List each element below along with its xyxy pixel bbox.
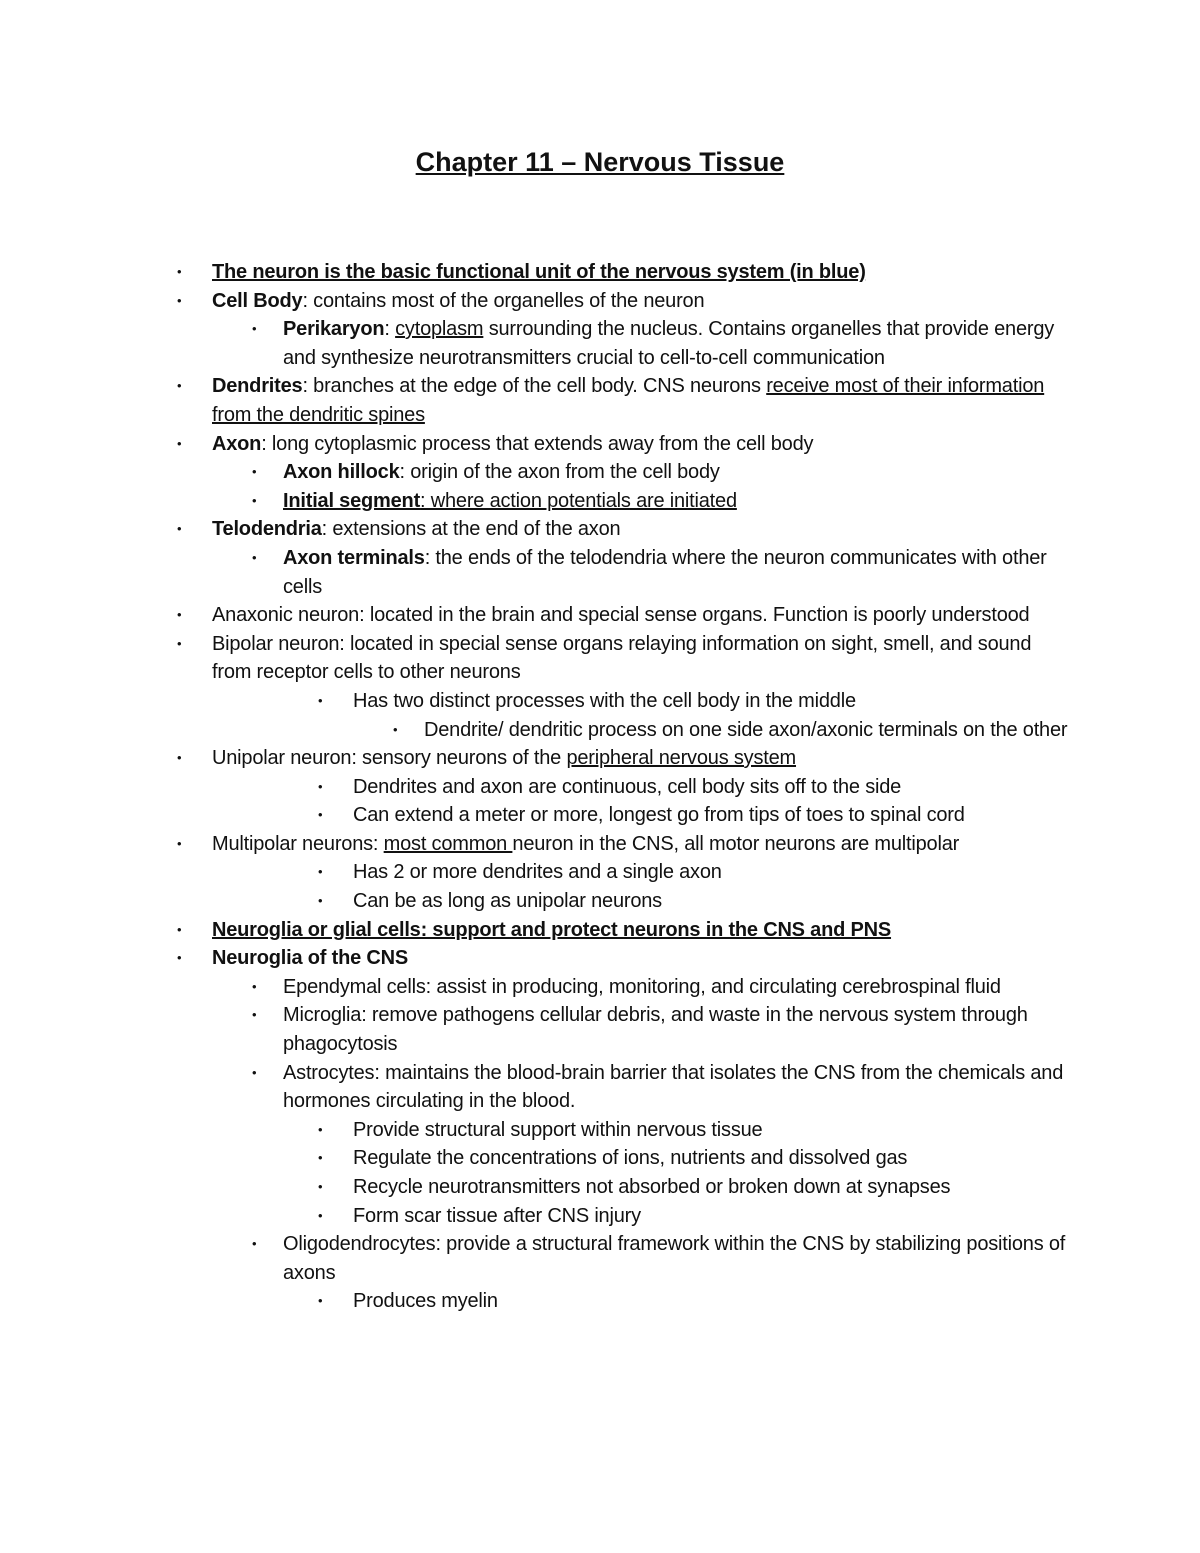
list-item: • Cell Body: contains most of the organelles of the neuron	[0, 287, 1072, 316]
list-item: • Produces myelin	[0, 1287, 1073, 1316]
bullet-icon: •	[252, 1007, 257, 1023]
list-item: • Astrocytes: maintains the blood-brain barrier that isolates the CNS from the chemicals and hormones circulating in the blood.	[0, 1059, 1073, 1116]
list-item: • Dendrite/ dendritic process on one side axon/axonic terminals on the other	[0, 716, 1074, 745]
list-item: • Unipolar neuron: sensory neurons of the peripheral nervous system	[0, 744, 1072, 773]
list-item: • Ependymal cells: assist in producing, monitoring, and circulating cerebrospinal fluid	[0, 973, 1073, 1002]
list-item: • Has 2 or more dendrites and a single axon	[0, 858, 1073, 887]
bullet-icon: •	[177, 292, 182, 308]
bullet-icon: •	[252, 492, 257, 508]
bullet-icon: •	[318, 778, 323, 794]
bullet-icon: •	[318, 1121, 323, 1137]
bullet-icon: •	[393, 721, 398, 737]
bullet-icon: •	[318, 1293, 323, 1309]
page-title: Chapter 11 – Nervous Tissue	[415, 147, 785, 177]
list-item: • Perikaryon: cytoplasm surrounding the nucleus. Contains organelles that provide energy and synthesize neurotransmitters crucial to cell-to-cell communication	[0, 315, 1073, 372]
bullet-icon: •	[177, 921, 182, 937]
list-item: • Anaxonic neuron: located in the brain and special sense organs. Function is poorly understood	[0, 601, 1072, 630]
bullet-icon: •	[318, 1207, 323, 1223]
list-item: • Neuroglia of the CNS	[0, 944, 1072, 973]
bullet-icon: •	[177, 521, 182, 537]
list-item: • Neuroglia or glial cells: support and protect neurons in the CNS and PNS	[0, 916, 1072, 945]
bullet-icon: •	[177, 435, 182, 451]
list-item: • Multipolar neurons: most common neuron in the CNS, all motor neurons are multipolar	[0, 830, 1072, 859]
bullet-icon: •	[177, 378, 182, 394]
bullet-icon: •	[252, 549, 257, 565]
bullet-icon: •	[318, 864, 323, 880]
list-item: • Axon: long cytoplasmic process that extends away from the cell body	[0, 430, 1072, 459]
bullet-icon: •	[252, 1064, 257, 1080]
list-item: • Regulate the concentrations of ions, nutrients and dissolved gas	[0, 1144, 1073, 1173]
bullet-icon: •	[318, 1179, 323, 1194]
list-item: • Can extend a meter or more, longest go from tips of toes to spinal cord	[0, 801, 1073, 830]
list-item: • Provide structural support within nervous tissue	[0, 1116, 1073, 1145]
list-item: • The neuron is the basic functional unit of the nervous system (in blue)	[0, 258, 1072, 287]
bullet-icon: •	[177, 635, 182, 651]
bullet-icon: •	[252, 978, 257, 994]
bullet-icon: •	[177, 607, 182, 623]
bullet-icon: •	[318, 893, 323, 909]
list-item: • Initial segment: where action potentials are initiated	[0, 487, 1073, 516]
list-item: • Oligodendrocytes: provide a structural framework within the CNS by stabilizing positions of axons	[0, 1230, 1073, 1287]
bullet-icon: •	[177, 264, 182, 279]
list-item: • Axon hillock: origin of the axon from the cell body	[0, 458, 1073, 487]
bullet-list	[0, 258, 1200, 1316]
bullet-icon: •	[252, 321, 257, 337]
list-item: • Dendrites: branches at the edge of the cell body. CNS neurons receive most of their information from the dendritic spines	[0, 372, 1072, 429]
bullet-icon: •	[318, 807, 323, 823]
list-item: • Telodendria: extensions at the end of the axon	[0, 515, 1072, 544]
list-item: • Microglia: remove pathogens cellular debris, and waste in the nervous system through phagocytosis	[0, 1001, 1073, 1058]
list-item: • Recycle neurotransmitters not absorbed or broken down at synapses	[0, 1173, 1073, 1202]
list-item: • Has two distinct processes with the cell body in the middle	[0, 687, 1073, 716]
bullet-icon: •	[177, 835, 182, 851]
bullet-icon: •	[177, 750, 182, 766]
list-item: • Dendrites and axon are continuous, cell body sits off to the side	[0, 773, 1073, 802]
bullet-icon: •	[318, 1150, 323, 1166]
list-item: • Can be as long as unipolar neurons	[0, 887, 1073, 916]
bullet-icon: •	[252, 1236, 257, 1252]
bullet-icon: •	[318, 692, 323, 708]
bullet-icon: •	[177, 950, 182, 966]
list-item: • Axon terminals: the ends of the telodendria where the neuron communicates with other cells	[0, 544, 1073, 601]
list-item: • Form scar tissue after CNS injury	[0, 1202, 1073, 1231]
bullet-icon: •	[252, 464, 257, 480]
list-item: • Bipolar neuron: located in special sense organs relaying information on sight, smell, and sound from receptor cells to other neurons	[0, 630, 1072, 687]
